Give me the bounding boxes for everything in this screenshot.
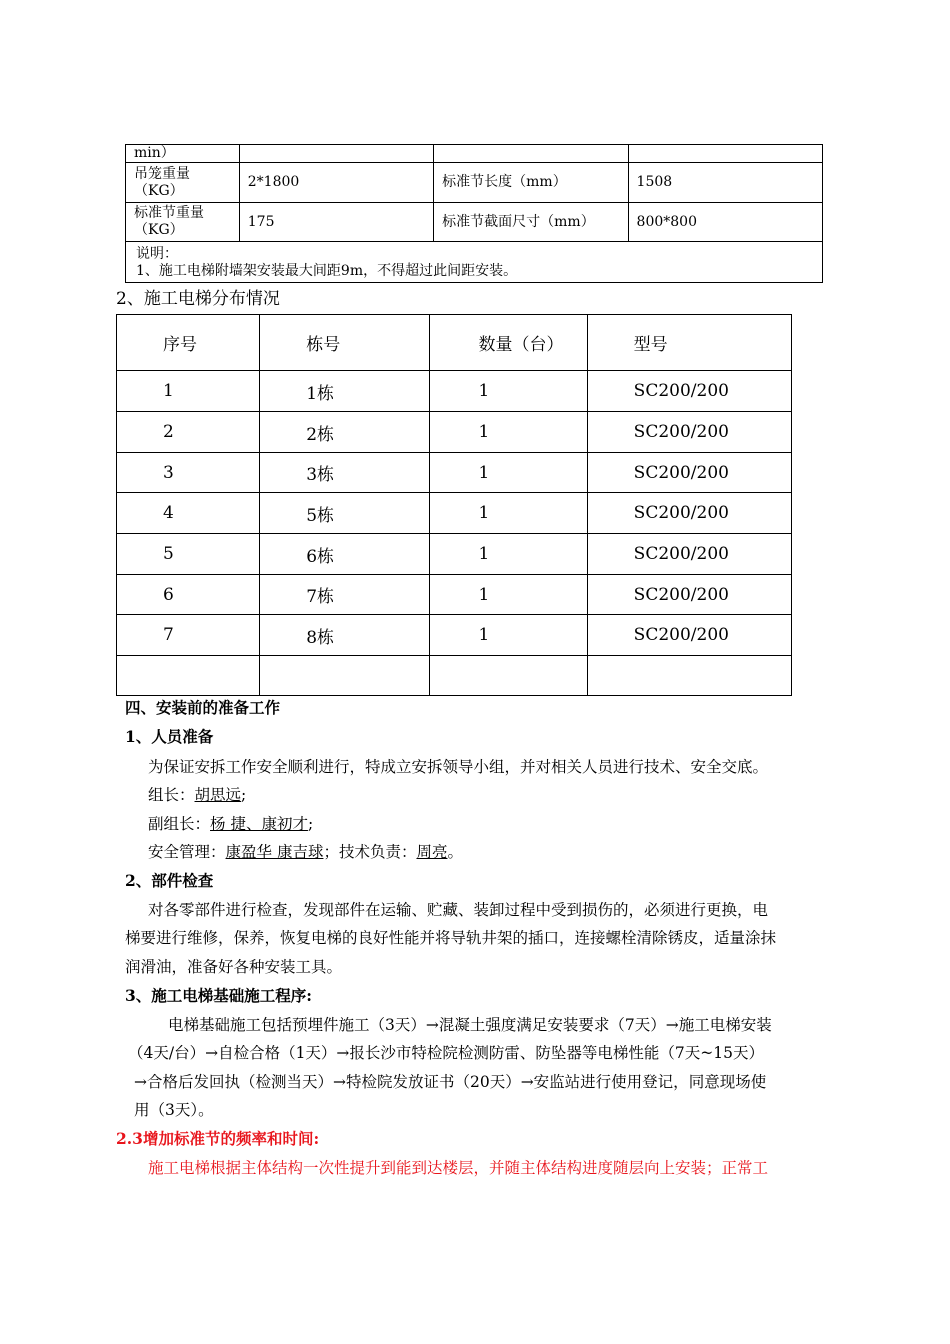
spec-cell: 标准节长度（mm） [434,163,628,203]
safety-names: 康盈华 康吉球 [225,843,324,861]
table-cell: 7栋 [260,575,430,615]
table-cell: 1 [430,453,587,493]
table-cell: SC200/200 [587,371,791,412]
table-cell [117,656,260,696]
section4-heading: 四、安装前的准备工作 [125,698,281,717]
tech-end: 。 [447,843,463,861]
deputy-end: ; [307,815,314,833]
table-cell: 2栋 [260,412,430,453]
table-row [117,534,792,575]
table-cell: 7 [117,615,260,656]
frequency-line: 施工电梯根据主体结构一次性提升到能到达楼层，并随主体结构进度随层向上安装；正常工 [148,1159,769,1177]
table-cell: 4 [117,493,260,534]
personnel-heading: 1、人员准备 [125,727,214,746]
header-cell: 型号 [587,315,791,371]
spec-row [126,163,823,203]
table-cell: SC200/200 [587,453,791,493]
table-row [117,371,792,412]
spec-cell: 标准节截面尺寸（mm） [434,203,628,242]
table-cell: 5栋 [260,493,430,534]
table-cell: SC200/200 [587,412,791,453]
spec-cell: 800*800 [628,203,822,242]
table-cell [260,656,430,696]
table-cell: 3 [117,453,260,493]
table-cell [587,656,791,696]
spec-cell [239,145,433,163]
table-row [117,575,792,615]
table-cell: 1 [430,412,587,453]
table-cell: 1栋 [260,371,430,412]
table-row [117,493,792,534]
table-cell: 5 [117,534,260,575]
table-cell: 1 [430,615,587,656]
frequency-heading: 2.3增加标准节的频率和时间: [116,1129,320,1148]
spec-cell: 175 [239,203,433,242]
table-cell: SC200/200 [587,534,791,575]
spec-cell: min） [126,145,240,163]
elevator-spec-table [125,144,823,283]
table-cell: 6栋 [260,534,430,575]
foundation-line: （4天/台）→自检合格（1天）→报长沙市特检院检测防雷、防坠器等电梯性能（7天~15天） [128,1044,764,1062]
spec-cell: 1508 [628,163,822,203]
spec-note-text: 1、施工电梯附墙架安装最大间距9m，不得超过此间距安装。 [136,263,518,279]
spec-cell [434,145,628,163]
header-cell: 序号 [117,315,260,371]
deputy-names: 杨 捷、康初才 [210,815,308,833]
table-row [117,615,792,656]
spec-row [126,203,823,242]
deputy-line [148,812,313,834]
safety-label: 安全管理： [148,843,226,861]
spec-note-title: 说明： [136,246,178,262]
header-cell: 数量（台） [430,315,587,371]
deputy-label: 副组长： [148,815,211,833]
table-cell: 6 [117,575,260,615]
tech-label: ；技术负责： [323,843,417,861]
safety-line [148,840,463,862]
leader-name: 胡思远 [194,786,242,804]
inspection-line: 润滑油，准备好各种安装工具。 [125,958,343,976]
inspection-heading: 2、部件检查 [125,871,214,890]
spec-cell [628,145,822,163]
foundation-heading: 3、施工电梯基础施工程序: [125,986,313,1005]
header-cell: 栋号 [260,315,430,371]
foundation-line: →合格后发回执（检测当天）→特检院发放证书（20天）→安监站进行使用登记，同意现场使 [134,1073,767,1091]
tech-name: 周亮 [416,843,448,861]
table-cell: 8栋 [260,615,430,656]
leader-label: 组长： [148,786,195,804]
table-row [117,656,792,696]
table-row [117,453,792,493]
table-cell: 2 [117,412,260,453]
spec-note-row [126,242,823,283]
foundation-line: 用（3天）。 [134,1101,214,1119]
spec-row [126,145,823,163]
leader-end: ; [241,786,247,804]
table-header-row [117,315,792,371]
personnel-intro: 为保证安拆工作安全顺利进行，特成立安拆领导小组，并对相关人员进行技术、安全交底。 [148,758,769,776]
foundation-line: 电梯基础施工包括预埋件施工（3天）→混凝土强度满足安装要求（7天）→施工电梯安装 [168,1016,772,1034]
distribution-heading: 2、施工电梯分布情况 [116,289,280,309]
spec-note [126,242,823,283]
table-cell: 1 [430,534,587,575]
spec-cell: 吊笼重量（KG） [126,163,240,203]
table-cell: SC200/200 [587,493,791,534]
spec-cell: 标准节重量（KG） [126,203,240,242]
leader-line [148,783,246,805]
table-row [117,412,792,453]
table-cell: SC200/200 [587,615,791,656]
distribution-table [116,314,792,696]
table-cell: 1 [117,371,260,412]
table-cell: 3栋 [260,453,430,493]
table-cell: SC200/200 [587,575,791,615]
table-cell: 1 [430,575,587,615]
table-cell: 1 [430,371,587,412]
table-cell [430,656,587,696]
table-cell: 1 [430,493,587,534]
spec-cell: 2*1800 [239,163,433,203]
inspection-line: 梯要进行维修，保养，恢复电梯的良好性能并将导轨井架的插口，连接螺栓清除锈皮，适量涂抹 [125,929,777,947]
inspection-line: 对各零部件进行检查，发现部件在运输、贮藏、装卸过程中受到损伤的，必须进行更换，电 [148,901,769,919]
